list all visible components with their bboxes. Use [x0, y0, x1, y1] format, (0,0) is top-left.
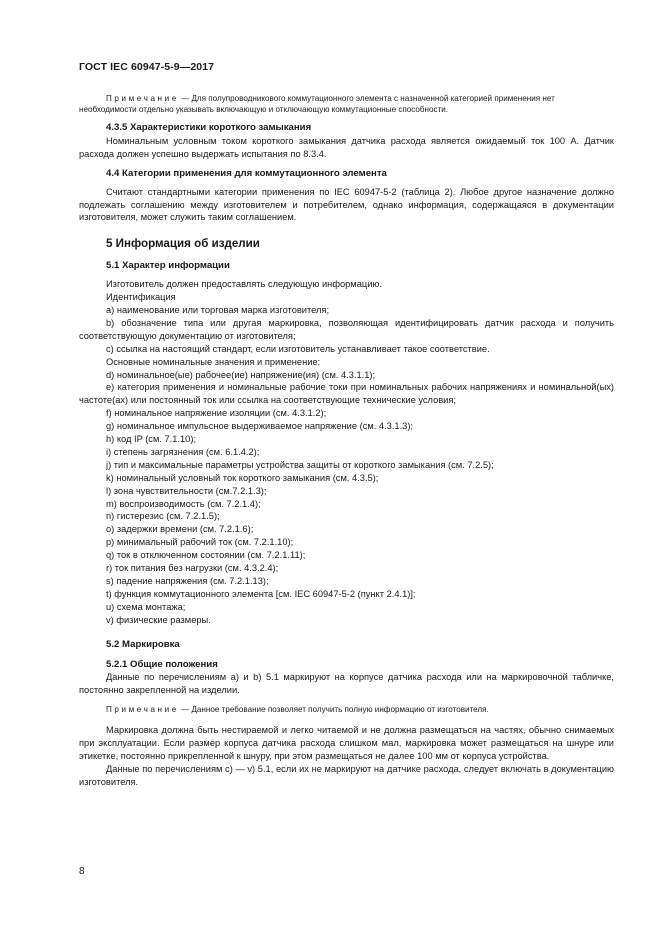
- section-paragraph: Маркировка должна быть нестираемой и легко читаемой и не должна размещаться на частях, обычно снимаемых при эксплуатации. Если размер корпуса датчика расхода слишком мал, маркировка может размещаться на шнуре или этикетке, постоянно прикрепленной к шнуру, при этом размещаться не далее 100 мм от корпуса устройства.: [79, 725, 614, 762]
- section-title-5-2-1: 5.2.1 Общие положения: [106, 658, 218, 670]
- list-item: k) номинальный условный ток короткого замыкания (см. 4.3.5);: [106, 472, 379, 483]
- section-paragraph: Данные по перечислениям a) и b) 5.1 маркируют на корпусе датчика расхода или на маркировочной табличке, постоянно закрепленной на изделии.: [79, 672, 614, 696]
- note-text: — Данное требование позволяет получить полную информацию от изготовителя.: [178, 705, 489, 715]
- list-item: Изготовитель должен предоставлять следующую информацию.: [106, 279, 382, 290]
- list-item: h) код IP (см. 7.1.10);: [106, 434, 197, 445]
- page-number: 8: [79, 866, 85, 877]
- note-paragraph: [79, 704, 614, 715]
- list-item: p) минимальный рабочий ток (см. 7.2.1.10);: [106, 537, 294, 548]
- list-item: c) ссылка на настоящий стандарт, если изготовитель устанавливает такое соответствие.: [106, 343, 490, 354]
- section-title-5: 5 Информация об изделии: [106, 237, 260, 251]
- list-item: s) падение напряжения (см. 7.2.1.13);: [106, 576, 269, 586]
- list-item: q) ток в отключенном состоянии (см. 7.2.1.11);: [106, 550, 306, 561]
- list-item: i) степень загрязнения (см. 6.1.4.2);: [106, 446, 260, 457]
- list-item: t) функция коммутационного элемента [см. IEC 60947-5-2 (пункт 2.4.1)];: [106, 588, 416, 599]
- list-item: n) гистерезис (см. 7.2.1.5);: [106, 511, 220, 522]
- section-paragraph: Считают стандартными категории применения по IEC 60947-5-2 (таблица 2). Любое другое назначение должно подлежать соглашению между изготовителем и потребителем, однако информация, содержащаяся в документации изготовителя, может служить таким соглашением.: [79, 186, 614, 223]
- list-item: g) номинальное импульсное выдерживаемое напряжение (см. 4.3.1.3);: [106, 421, 414, 432]
- list-item: o) задержки времени (см. 7.2.1.6);: [106, 524, 254, 535]
- list-item: f) номинальное напряжение изоляции (см. 4.3.1.2);: [106, 408, 327, 419]
- note-lead: Примечание: [106, 94, 179, 103]
- document-header: ГОСТ IEC 60947-5-9—2017: [79, 61, 215, 73]
- list-item: j) тип и максимальные параметры устройства защиты от короткого замыкания (см. 7.2.5);: [106, 459, 494, 470]
- note-lead: Примечание: [106, 705, 179, 715]
- section-title-5-2: 5.2 Маркировка: [106, 638, 180, 650]
- section-title-4-3-5: 4.3.5 Характеристики короткого замыкания: [106, 122, 312, 133]
- list-item: a) наименование или торговая марка изготовителя;: [106, 304, 330, 315]
- list-item: m) воспроизводимость (см. 7.2.1.4);: [106, 498, 261, 509]
- page-content: [79, 93, 614, 789]
- list-item: d) номинальное(ые) рабочее(ие) напряжение(ия) (см. 4.3.1.1);: [106, 369, 376, 380]
- list-item: v) физические размеры.: [106, 614, 211, 625]
- list-item: b) обозначение типа или другая маркировка, позволяющая идентифицировать датчик расхода и получить соответствующую документацию от изготовителя;: [79, 317, 614, 341]
- list-item: l) зона чувствительности (см.7.2.1.3);: [106, 485, 267, 496]
- list-item: Основные номинальные значения и применение:: [106, 356, 321, 367]
- section-title-5-1: 5.1 Характер информации: [106, 260, 230, 272]
- section-title-4-4: 4.4 Категории применения для коммутационного элемента: [106, 167, 387, 179]
- section-paragraph: Данные по перечислениям c) — v) 5.1, если их не маркируют на датчике расхода, следует включать в документацию изготовителя.: [79, 763, 614, 787]
- list-item: e) категория применения и номинальные рабочие токи при номинальных рабочих напряжениях и номинальной(ых) частоте(ах) или постоянный ток или ссылка на соответствующие технические условия;: [79, 382, 614, 406]
- note-text: — Для полупроводникового коммутационного элемента с назначенной категорией применения нет необходимости отдельно указывать включающую и отключающую коммутационные способности.: [79, 94, 555, 114]
- list-item: Идентификация: [106, 292, 176, 303]
- section-paragraph: Номинальным условным током короткого замыкания датчика расхода является ожидаемый ток 100 А. Датчик расхода должен успешно выдержать испытания по 8.3.4.: [79, 135, 614, 159]
- list-item: u) схема монтажа;: [106, 601, 186, 612]
- list-item: r) ток питания без нагрузки (см. 4.3.2.4);: [106, 563, 279, 574]
- note-paragraph: [79, 93, 614, 115]
